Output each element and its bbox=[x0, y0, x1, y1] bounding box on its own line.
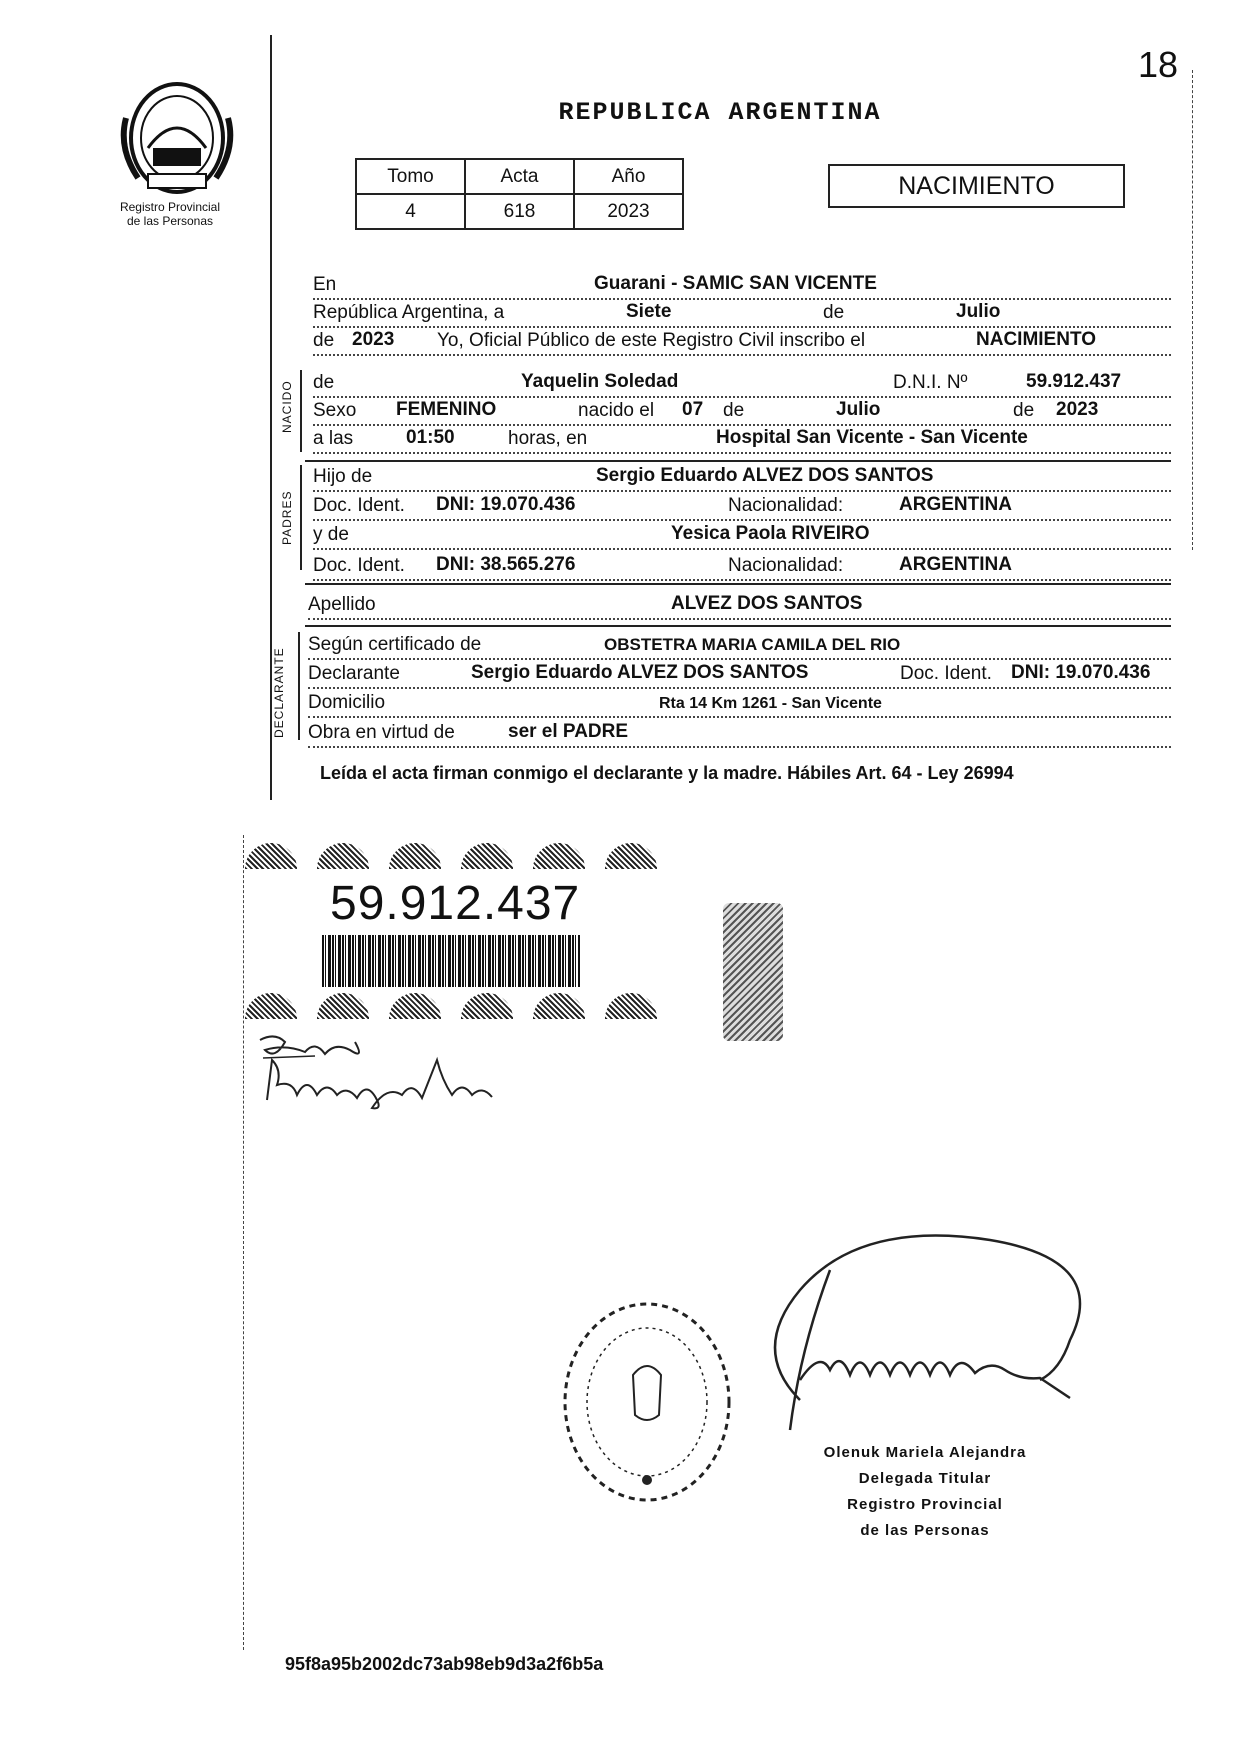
signature-official bbox=[740, 1230, 1120, 1440]
official-org2: de las Personas bbox=[860, 1522, 990, 1539]
province-seal bbox=[118, 78, 236, 196]
hologram bbox=[723, 903, 783, 1041]
sticker-barcode bbox=[322, 935, 580, 987]
row-declarante bbox=[308, 659, 1171, 689]
row-fecha bbox=[313, 298, 1171, 328]
year-value: 2023 bbox=[349, 329, 397, 351]
sexo-value: FEMENINO bbox=[393, 399, 499, 421]
nac1-label: Nacionalidad: bbox=[728, 495, 847, 517]
nacido-bracket bbox=[300, 370, 302, 452]
mother-value: Yesica Paola RIVEIRO bbox=[668, 523, 873, 545]
dom-value: Rta 14 Km 1261 - San Vicente bbox=[656, 695, 885, 713]
time-value: 01:50 bbox=[403, 427, 458, 449]
decl-value: Sergio Eduardo ALVEZ DOS SANTOS bbox=[468, 662, 811, 684]
name-value: Yaquelin Soledad bbox=[518, 371, 681, 393]
hijo-label: Hijo de bbox=[313, 466, 376, 488]
separator-declarante bbox=[305, 625, 1171, 627]
sticker-band-top bbox=[245, 843, 690, 873]
separator-apellido bbox=[305, 583, 1171, 585]
birth-day: 07 bbox=[679, 399, 706, 421]
sticker-band-bottom bbox=[245, 993, 690, 1023]
nac1-value: ARGENTINA bbox=[896, 494, 1015, 516]
en-label: En bbox=[313, 274, 340, 296]
row-madre bbox=[313, 520, 1171, 550]
de3-label: de bbox=[313, 372, 338, 394]
registry-label-line2: de las Personas bbox=[126, 214, 214, 228]
doc-type-box: NACIMIENTO bbox=[828, 164, 1125, 208]
sexo-label: Sexo bbox=[313, 400, 360, 422]
alas-label: a las bbox=[313, 428, 357, 450]
apellido-label: Apellido bbox=[308, 594, 380, 616]
document-hash: 95f8a95b2002dc73ab98eb9d3a2f6b5a bbox=[285, 1654, 604, 1674]
right-margin-line bbox=[1192, 70, 1193, 550]
official-stamp bbox=[555, 1295, 740, 1510]
ref-value-anio: 2023 bbox=[574, 194, 683, 229]
de4-label: de bbox=[723, 400, 748, 422]
official-org1: Registro Provincial bbox=[847, 1496, 1003, 1513]
official-name: Olenuk Mariela Alejandra bbox=[823, 1444, 1027, 1461]
nac2-label: Nacionalidad: bbox=[728, 555, 847, 577]
birth-year: 2023 bbox=[1053, 399, 1101, 421]
left-margin-line-lower bbox=[243, 835, 244, 1650]
side-label-declarante: DECLARANTE bbox=[272, 647, 286, 738]
row-domicilio bbox=[308, 688, 1171, 718]
ref-header-tomo: Tomo bbox=[356, 159, 465, 194]
horas-label: horas, en bbox=[508, 428, 591, 450]
cert-label: Según certificado de bbox=[308, 634, 485, 656]
row-nombre bbox=[313, 368, 1171, 398]
ref-table bbox=[355, 158, 684, 230]
row-padre bbox=[313, 462, 1171, 492]
row-doc-madre bbox=[313, 551, 1171, 581]
nacido-label: nacido el bbox=[578, 400, 658, 422]
doc1-label: Doc. Ident. bbox=[313, 495, 409, 517]
ref-header-acta: Acta bbox=[465, 159, 574, 194]
page-title: REPUBLICA ARGENTINA bbox=[558, 98, 882, 127]
dom-label: Domicilio bbox=[308, 692, 389, 714]
closing-statement: Leída el acta firman conmigo el declarante y la madre. Hábiles Art. 64 - Ley 26994 bbox=[320, 763, 1014, 783]
row-obra bbox=[308, 718, 1171, 748]
dni-label: D.N.I. Nº bbox=[893, 372, 972, 394]
padres-bracket bbox=[300, 465, 302, 570]
row-doc-padre bbox=[313, 491, 1171, 521]
apellido-value: ALVEZ DOS SANTOS bbox=[668, 593, 865, 615]
obra-value: ser el PADRE bbox=[505, 721, 631, 743]
row-hora bbox=[313, 424, 1171, 454]
ref-header-anio: Año bbox=[574, 159, 683, 194]
row-inscribo bbox=[313, 326, 1171, 356]
registry-label bbox=[100, 200, 240, 228]
declarante-bracket bbox=[298, 632, 300, 740]
doc2-label: Doc. Ident. bbox=[313, 555, 409, 577]
signature-mother bbox=[262, 1040, 502, 1110]
page-number: 18 bbox=[1138, 44, 1179, 85]
row-apellido bbox=[308, 590, 1171, 620]
birth-month: Julio bbox=[833, 399, 883, 421]
decl-label: Declarante bbox=[308, 663, 404, 685]
row-certificado bbox=[308, 630, 1171, 660]
inscribo-value: NACIMIENTO bbox=[973, 329, 1099, 351]
en-value: Guarani - SAMIC SAN VICENTE bbox=[591, 273, 880, 295]
obra-label: Obra en virtud de bbox=[308, 722, 459, 744]
rep-label: República Argentina, a bbox=[313, 302, 508, 324]
registry-label-line1: Registro Provincial bbox=[119, 200, 221, 214]
dni-value: 59.912.437 bbox=[1023, 371, 1124, 393]
de2-label: de bbox=[313, 330, 338, 352]
sticker-dni-number: 59.912.437 bbox=[330, 877, 581, 930]
side-label-padres: PADRES bbox=[280, 490, 294, 545]
cert-value: OBSTETRA MARIA CAMILA DEL RIO bbox=[601, 635, 903, 655]
doc3-value: DNI: 19.070.436 bbox=[1008, 662, 1153, 684]
side-label-nacido: NACIDO bbox=[280, 380, 294, 433]
official-role: Delegada Titular bbox=[858, 1470, 992, 1487]
inscribo-label: Yo, Oficial Público de este Registro Civil inscribo el bbox=[437, 330, 869, 352]
doc1-value: DNI: 19.070.436 bbox=[433, 494, 578, 516]
doc2-value: DNI: 38.565.276 bbox=[433, 554, 578, 576]
official-block bbox=[805, 1440, 1045, 1544]
father-value: Sergio Eduardo ALVEZ DOS SANTOS bbox=[593, 465, 936, 487]
row-sexo bbox=[313, 396, 1171, 426]
ref-value-acta: 618 bbox=[465, 194, 574, 229]
month-value: Julio bbox=[953, 301, 1003, 323]
day-value: Siete bbox=[623, 301, 674, 323]
yde-label: y de bbox=[313, 524, 353, 546]
nac2-value: ARGENTINA bbox=[896, 554, 1015, 576]
de5-label: de bbox=[1013, 400, 1038, 422]
doc3-label: Doc. Ident. bbox=[900, 663, 996, 685]
place-value: Hospital San Vicente - San Vicente bbox=[713, 427, 1031, 449]
ref-value-tomo: 4 bbox=[356, 194, 465, 229]
de-label: de bbox=[823, 302, 848, 324]
row-en bbox=[313, 270, 1171, 300]
